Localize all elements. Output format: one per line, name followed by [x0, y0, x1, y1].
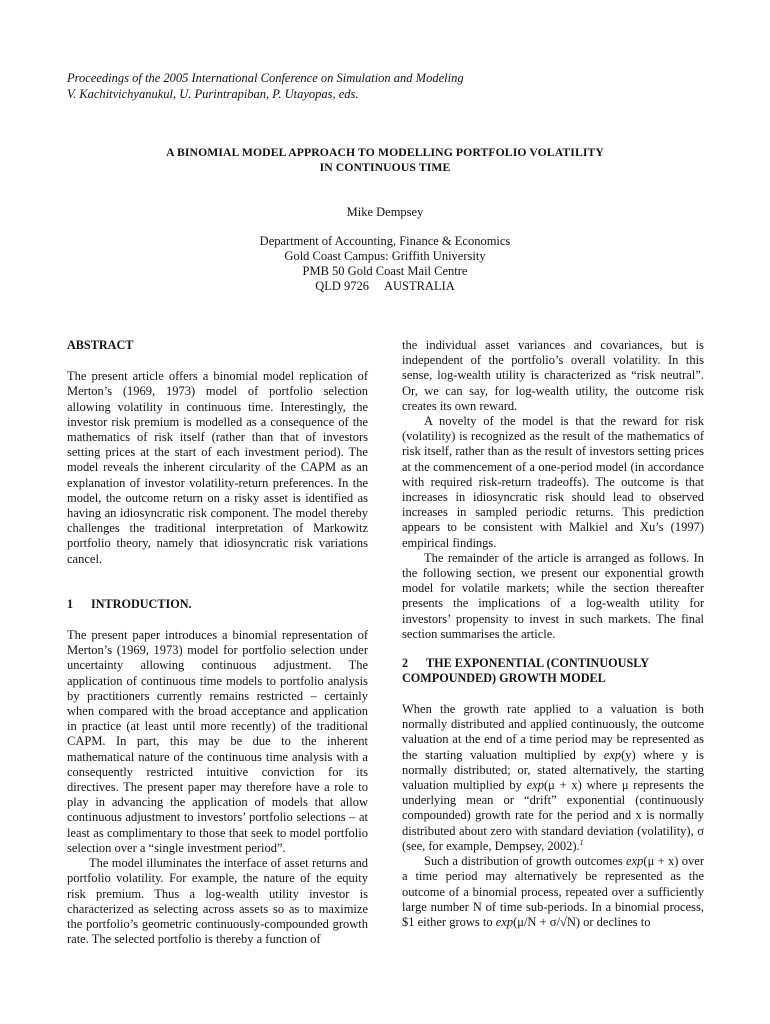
title-line-1: A BINOMIAL MODEL APPROACH TO MODELLING PORTFOLIO VOLATILITY [166, 146, 604, 159]
right-paragraph-1: the individual asset variances and covariances, but is independent of the portfolio’s overall volatility. In this sense, log-wealth utility is characterized as “risk neutral”. Or, we can say, for log-wealth utility, the outcome risk creates its own reward. [402, 338, 704, 413]
text-run: (y) where y is normally distributed; or, stated alternatively, the starting valuation multiplied by [402, 747, 705, 793]
affiliation [0, 234, 770, 294]
proceedings-line: Proceedings of the 2005 International Conference on Simulation and Modeling [67, 71, 464, 85]
affiliation-line-4: QLD 9726 AUSTRALIA [315, 279, 455, 293]
intro-number: 1 [67, 596, 74, 611]
section2-paragraph-1 [402, 702, 704, 854]
abstract-text: The present article offers a binomial model replication of Merton’s (1969, 1973) model of portfolio selection allowing volatility in continuous time. Interestingly, the investor risk premium is modelled as a consequence of the mathematics of risk itself (rather than that of investors setting prices at the start of each investment period). The model reveals the inherent circularity of the CAPM as an explanation of investor volatility-return preferences. In the model, the outcome return on a risky asset is identified as having an idiosyncratic risk component. The model thereby challenges the traditional interpretation of Markowitz portfolio theory, namely that idiosyncratic risk variations cancel. [67, 369, 368, 566]
text-run: (μ/N + σ/√N) or declines to [513, 914, 651, 929]
section2-title-line-1: THE EXPONENTIAL (CONTINUOUSLY [426, 656, 650, 671]
right-column [402, 338, 704, 930]
text-run: (μ + x) over a time period may alternatively be represented as the outcome of a binomial process, repeated over a sufficiently large number N of time sub-periods. In a binomial process, $1 either grows to [402, 854, 705, 929]
title-line-2: IN CONTINUOUS TIME [319, 161, 451, 174]
exp-function: exp [495, 914, 514, 929]
left-column [67, 338, 368, 947]
author-name: Mike Dempsey [346, 205, 424, 219]
section2-title-line-2: COMPOUNDED) GROWTH MODEL [402, 671, 606, 686]
exp-function: exp [526, 778, 544, 793]
text-run: Such a distribution of growth outcomes [424, 854, 627, 869]
section2-paragraph-2 [402, 854, 704, 930]
intro-heading [67, 597, 368, 612]
section2-heading [402, 656, 704, 686]
exp-function: exp [626, 854, 644, 869]
right-paragraph-2: A novelty of the model is that the reward for risk (volatility) is recognized as the result of the mathematics of risk itself, rather than as the result of investors setting prices at the commencement of a one-period model (in accordance with required risk-return tradeoffs). The outcome is that increases in idiosyncratic risk should lead to observed increases in sampled periodic returns. This prediction appears to be consistent with Malkiel and Xu’s (1997) empirical findings. [402, 414, 704, 550]
proceedings-header [67, 70, 464, 102]
text-run: (μ + x) where μ represents the underlying mean or “drift” exponential (continuously compounded) growth rate for the period and x is normally distributed about zero with standard deviation (volatility), σ (see, for example, Dempsey, 2002). [402, 778, 704, 853]
footnote-marker[interactable]: 1 [579, 837, 584, 847]
intro-title: INTRODUCTION. [91, 596, 192, 611]
affiliation-line-3: PMB 50 Gold Coast Mail Centre [302, 264, 468, 278]
section2-number: 2 [402, 656, 409, 671]
affiliation-line-1: Department of Accounting, Finance & Economics [259, 234, 511, 248]
affiliation-line-2: Gold Coast Campus: Griffith University [284, 249, 486, 263]
intro-paragraph-1: The present paper introduces a binomial representation of Merton’s (1969, 1973) model for portfolio selection under uncertainty allowing continuous adjustment. The application of continuous time models to portfolio analysis by practitioners currently remains restricted – certainly when compared with the broad acceptance and application in practice (at least until more recently) of the traditional CAPM. In part, this may be due to the inherent mathematical nature of the continuous time analysis with a consequently restricted intuitive conviction for its directives. The present paper may therefore have a role to play in advancing the application of models that allow continuous adjustment to investors’ portfolio selections – at least as complimentary to those that seek to model portfolio selection over a “single investment period”. [67, 628, 368, 855]
right-paragraph-3: The remainder of the article is arranged as follows. In the following section, we present our exponential growth model for volatile markets; while the section thereafter presents the implications of a log-wealth utility for investors’ propensity to invest in such markets. The final section summarises the article. [402, 550, 704, 641]
text-run: When the growth rate applied to a valuation is both normally distributed and applied continuously, the outcome valuation at the end of a time period may be represented as the starting valuation multiplied by [402, 702, 704, 762]
paper-title [0, 145, 770, 175]
intro-paragraph-2: The model illuminates the interface of asset returns and portfolio volatility. For example, the nature of the equity risk premium. Thus a log-wealth utility investor is characterized as selecting across assets so as to maximize the portfolio’s geometric continuously-compounded growth rate. The selected portfolio is thereby a function of [67, 856, 368, 947]
exp-function: exp [603, 747, 622, 762]
abstract-heading: ABSTRACT [67, 338, 134, 352]
editors-line: V. Kachitvichyanukul, U. Purintrapiban, P. Utayopas, eds. [67, 87, 359, 101]
